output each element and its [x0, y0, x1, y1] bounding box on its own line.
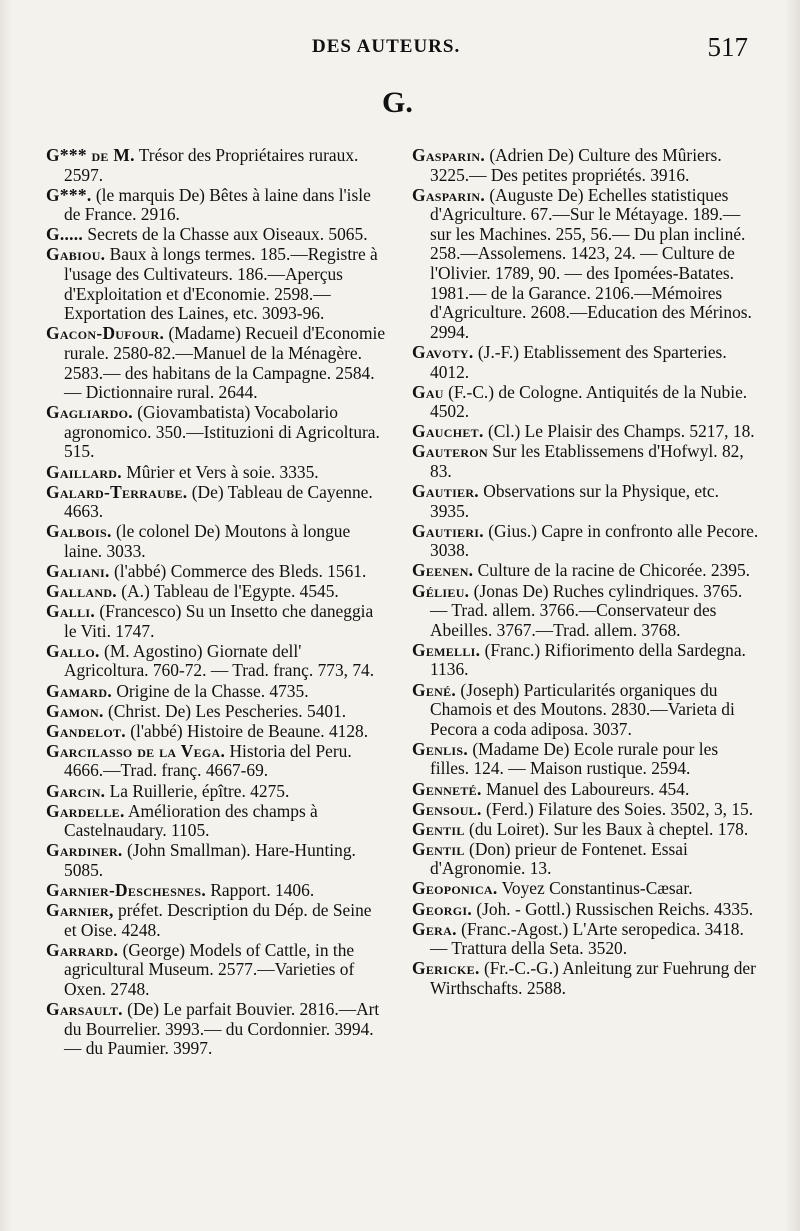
entry-works: (John Smallman). Hare-Hunting. 5085.: [64, 840, 356, 880]
index-entry: [46, 483, 386, 522]
author-name: Gemelli.: [412, 639, 481, 660]
entry-works: Manuel des Laboureurs. 454.: [481, 778, 690, 799]
index-entry: [412, 343, 760, 382]
index-entry: [46, 742, 386, 781]
author-name: Galiani.: [46, 560, 110, 581]
index-entry: [46, 225, 386, 245]
entry-works: (le marquis De) Bêtes à laine dans l'isle de France. 2916.: [64, 184, 371, 225]
entry-works: Baux à longs termes. 185.—Registre à l'usage des Cultivateurs. 186.—Aperçus d'Exploitation et d'Economie. 2598.—Exportation des Laines, etc. 3093-96.: [64, 244, 378, 324]
entry-works: Historia del Peru. 4666.—Trad. franç. 4667-69.: [64, 740, 352, 781]
author-name: G***.: [46, 184, 92, 205]
author-name: Genneté.: [412, 778, 482, 799]
index-entry: [46, 702, 386, 722]
author-name: Gaillard.: [46, 461, 122, 482]
entry-works: (du Loiret). Sur les Baux à cheptel. 178.: [464, 818, 749, 839]
entry-works: (Madame) Recueil d'Economie rurale. 2580-82.—Manuel de la Ménagère. 2583.— des habitans de la Campagne. 2584. — Dictionnaire rural. 2644.: [64, 323, 386, 403]
author-name: Galard-Terraube.: [46, 481, 188, 502]
entry-works: (Don) prieur de Fontenet. Essai d'Agronomie. 13.: [430, 838, 688, 879]
index-entry: [412, 900, 760, 920]
author-name: Galbois.: [46, 521, 112, 542]
author-name: Gallo.: [46, 640, 100, 661]
entry-works: (George) Models of Cattle, in the agricultural Museum. 2577.—Varieties of Oxen. 2748.: [64, 939, 355, 999]
entry-works: Sur les Etablissemens d'Hofwyl. 82, 83.: [430, 441, 744, 481]
index-entry: [412, 820, 760, 840]
entry-works: (Madame De) Ecole rurale pour les filles. 124. — Maison rustique. 2594.: [430, 738, 719, 779]
entry-works: Mûrier et Vers à soie. 3335.: [121, 461, 319, 482]
entry-works: (A.) Tableau de l'Egypte. 4545.: [116, 581, 339, 602]
index-entry: [412, 800, 760, 820]
author-name: Gamon.: [46, 700, 104, 721]
author-name: Gensoul.: [412, 798, 482, 819]
entry-works: Voyez Constantinus-Cæsar.: [497, 878, 693, 899]
index-entry: [412, 840, 760, 879]
index-entry: [46, 941, 386, 1000]
entry-works: Origine de la Chasse. 4735.: [111, 680, 309, 701]
entry-works: (Christ. De) Les Pescheries. 5401.: [103, 700, 347, 721]
entry-works: (Auguste De) Echelles statistiques d'Agriculture. 67.—Sur le Métayage. 189.— sur les Machines. 255, 56.— Du plan incliné. 258.—Assolemens. 1423, 24. — Culture de l'Olivier. 1789, 90. — des Ipomées-Batates. 1981.— de la Garance. 2106.—Mémoires d'Agriculture. 2608.—Education des Mérinos. 2994.: [430, 184, 752, 342]
entry-works: (Joh. - Gottl.) Russischen Reichs. 4335.: [471, 898, 754, 919]
entry-works: Observations sur la Physique, etc. 3935.: [430, 481, 719, 521]
author-name: G*** de M.: [46, 145, 135, 165]
page-number: 517: [707, 32, 748, 62]
index-entry: [46, 522, 386, 561]
running-title: DES AUTEURS.: [312, 36, 461, 57]
author-name: Garrard.: [46, 939, 119, 960]
author-name: Gasparin.: [412, 145, 486, 165]
entry-works: (l'abbé) Commerce des Bleds. 1561.: [109, 560, 367, 581]
entry-works: Secrets de la Chasse aux Oiseaux. 5065.: [83, 224, 368, 245]
index-entry: [46, 562, 386, 582]
index-entry: [412, 681, 760, 740]
index-entry: [46, 186, 386, 225]
index-entry: [412, 146, 760, 185]
index-entry: [412, 780, 760, 800]
author-name: Gau: [412, 381, 444, 402]
index-entry: [46, 602, 386, 641]
entry-works: (J.-F.) Etablissement des Sparteries. 4012.: [430, 341, 727, 382]
author-name: Georgi.: [412, 898, 472, 919]
index-entry: [412, 383, 760, 422]
author-name: Garnier-Deschesnes.: [46, 879, 206, 900]
index-entry: [46, 146, 386, 185]
author-name: Gélieu.: [412, 580, 470, 601]
author-name: Garnier,: [46, 900, 114, 921]
author-name: Gera.: [412, 918, 457, 939]
author-name: Gené.: [412, 679, 457, 700]
author-name: Galli.: [46, 601, 96, 622]
author-name: Gautier.: [412, 481, 479, 502]
entry-works: (Cl.) Le Plaisir des Champs. 5217, 18.: [483, 421, 755, 442]
author-name: Geoponica.: [412, 878, 498, 899]
index-entry: [46, 722, 386, 742]
index-entry: [46, 403, 386, 462]
author-name: Gamard.: [46, 680, 112, 701]
index-entry: [412, 740, 760, 779]
index-column-right: [412, 146, 760, 999]
index-entry: [46, 1000, 386, 1059]
author-name: G.....: [46, 224, 84, 245]
entry-works: (Fr.-C.-G.) Anleitung zur Fuehrung der Wirthschafts. 2588.: [430, 958, 756, 998]
index-entry: [46, 642, 386, 681]
entry-works: Rapport. 1406.: [205, 879, 315, 900]
index-entry: [412, 442, 760, 481]
index-entry: [412, 959, 760, 998]
author-name: Geenen.: [412, 560, 474, 581]
entry-works: (M. Agostino) Giornate dell' Agricoltura. 760-72. — Trad. franç. 773, 74.: [64, 640, 375, 681]
author-name: Garcilasso de la Vega.: [46, 740, 226, 761]
entry-works: (De) Le parfait Bouvier. 2816.—Art du Bourrelier. 3993.— du Cordonnier. 3994. — du Paumier. 3997.: [64, 999, 380, 1059]
running-head: [0, 32, 800, 66]
entry-works: La Ruillerie, épître. 4275.: [105, 780, 290, 801]
author-name: Garsault.: [46, 999, 123, 1020]
index-entry: [412, 422, 760, 442]
index-entry: [46, 881, 386, 901]
entry-works: Culture de la racine de Chicorée. 2395.: [473, 560, 751, 581]
index-entry: [46, 901, 386, 940]
author-name: Genlis.: [412, 738, 468, 759]
author-name: Gentil: [412, 838, 465, 859]
entry-works: (F.-C.) de Cologne. Antiquités de la Nubie. 4502.: [430, 381, 748, 422]
index-column-left: [46, 146, 386, 1059]
author-name: Gentil: [412, 818, 465, 839]
index-entry: [46, 582, 386, 602]
index-entry: [46, 841, 386, 880]
author-name: Gauteron: [412, 441, 488, 462]
author-name: Gavoty.: [412, 341, 474, 362]
index-entry: [412, 879, 760, 899]
entry-works: (le colonel De) Moutons à longue laine. 3033.: [64, 521, 351, 561]
index-entry: [46, 802, 386, 841]
author-name: Garcin.: [46, 780, 106, 801]
index-entry: [412, 920, 760, 959]
index-entry: [46, 245, 386, 323]
author-name: Gandelot.: [46, 720, 126, 741]
index-entry: [412, 482, 760, 521]
author-name: Gagliardo.: [46, 402, 133, 423]
entry-works: (Francesco) Su un Insetto che daneggia le Viti. 1747.: [64, 601, 374, 641]
entry-works: (Joseph) Particularités organiques du Chamois et des Moutons. 2830.—Varieta di Pecora a coda adiposa. 3037.: [430, 679, 735, 739]
author-name: Gautieri.: [412, 520, 484, 541]
entry-works: (Ferd.) Filature des Soies. 3502, 3, 15.: [481, 798, 754, 819]
index-entry: [46, 682, 386, 702]
index-entry: [412, 582, 760, 641]
index-entry: [46, 463, 386, 483]
author-name: Gardelle.: [46, 800, 125, 821]
author-name: Gabiou.: [46, 244, 106, 265]
entry-works: (Gius.) Capre in confronto alle Pecore. 3038.: [430, 520, 759, 561]
author-name: Gasparin.: [412, 184, 486, 205]
section-letter: G.: [382, 86, 413, 119]
entry-works: (l'abbé) Histoire de Beaune. 4128.: [125, 720, 369, 741]
author-name: Gauchet.: [412, 421, 484, 442]
entry-works: (Jonas De) Ruches cylindriques. 3765. — Trad. allem. 3766.—Conservateur des Abeilles. 3767.—Trad. allem. 3768.: [430, 580, 743, 640]
index-entry: [412, 561, 760, 581]
entry-works: (Franc.) Rifiorimento della Sardegna. 1136.: [430, 639, 746, 680]
index-entry: [412, 522, 760, 561]
entry-works: (Franc.-Agost.) L'Arte seropedica. 3418. — Trattura della Seta. 3520.: [430, 918, 744, 959]
entry-works: (De) Tableau de Cayenne. 4663.: [64, 481, 373, 522]
entry-works: Amélioration des champs à Castelnaudary. 1105.: [64, 800, 318, 841]
author-name: Gacon-Dufour.: [46, 323, 165, 344]
author-name: Gardiner.: [46, 840, 123, 861]
entry-works: (Adrien De) Culture des Mûriers. 3225.— Des petites propriétés. 3916.: [430, 145, 722, 185]
entry-works: préfet. Description du Dép. de Seine et Oise. 4248.: [64, 900, 372, 940]
author-name: Galland.: [46, 581, 117, 602]
author-name: Gericke.: [412, 958, 480, 979]
index-entry: [412, 186, 760, 343]
entry-works: Trésor des Propriétaires ruraux. 2597.: [64, 145, 359, 185]
index-entry: [412, 641, 760, 680]
index-entry: [46, 324, 386, 402]
entry-works: (Giovambatista) Vocabolario agronomico. 350.—Istituzioni di Agricoltura. 515.: [64, 402, 380, 462]
index-entry: [46, 782, 386, 802]
